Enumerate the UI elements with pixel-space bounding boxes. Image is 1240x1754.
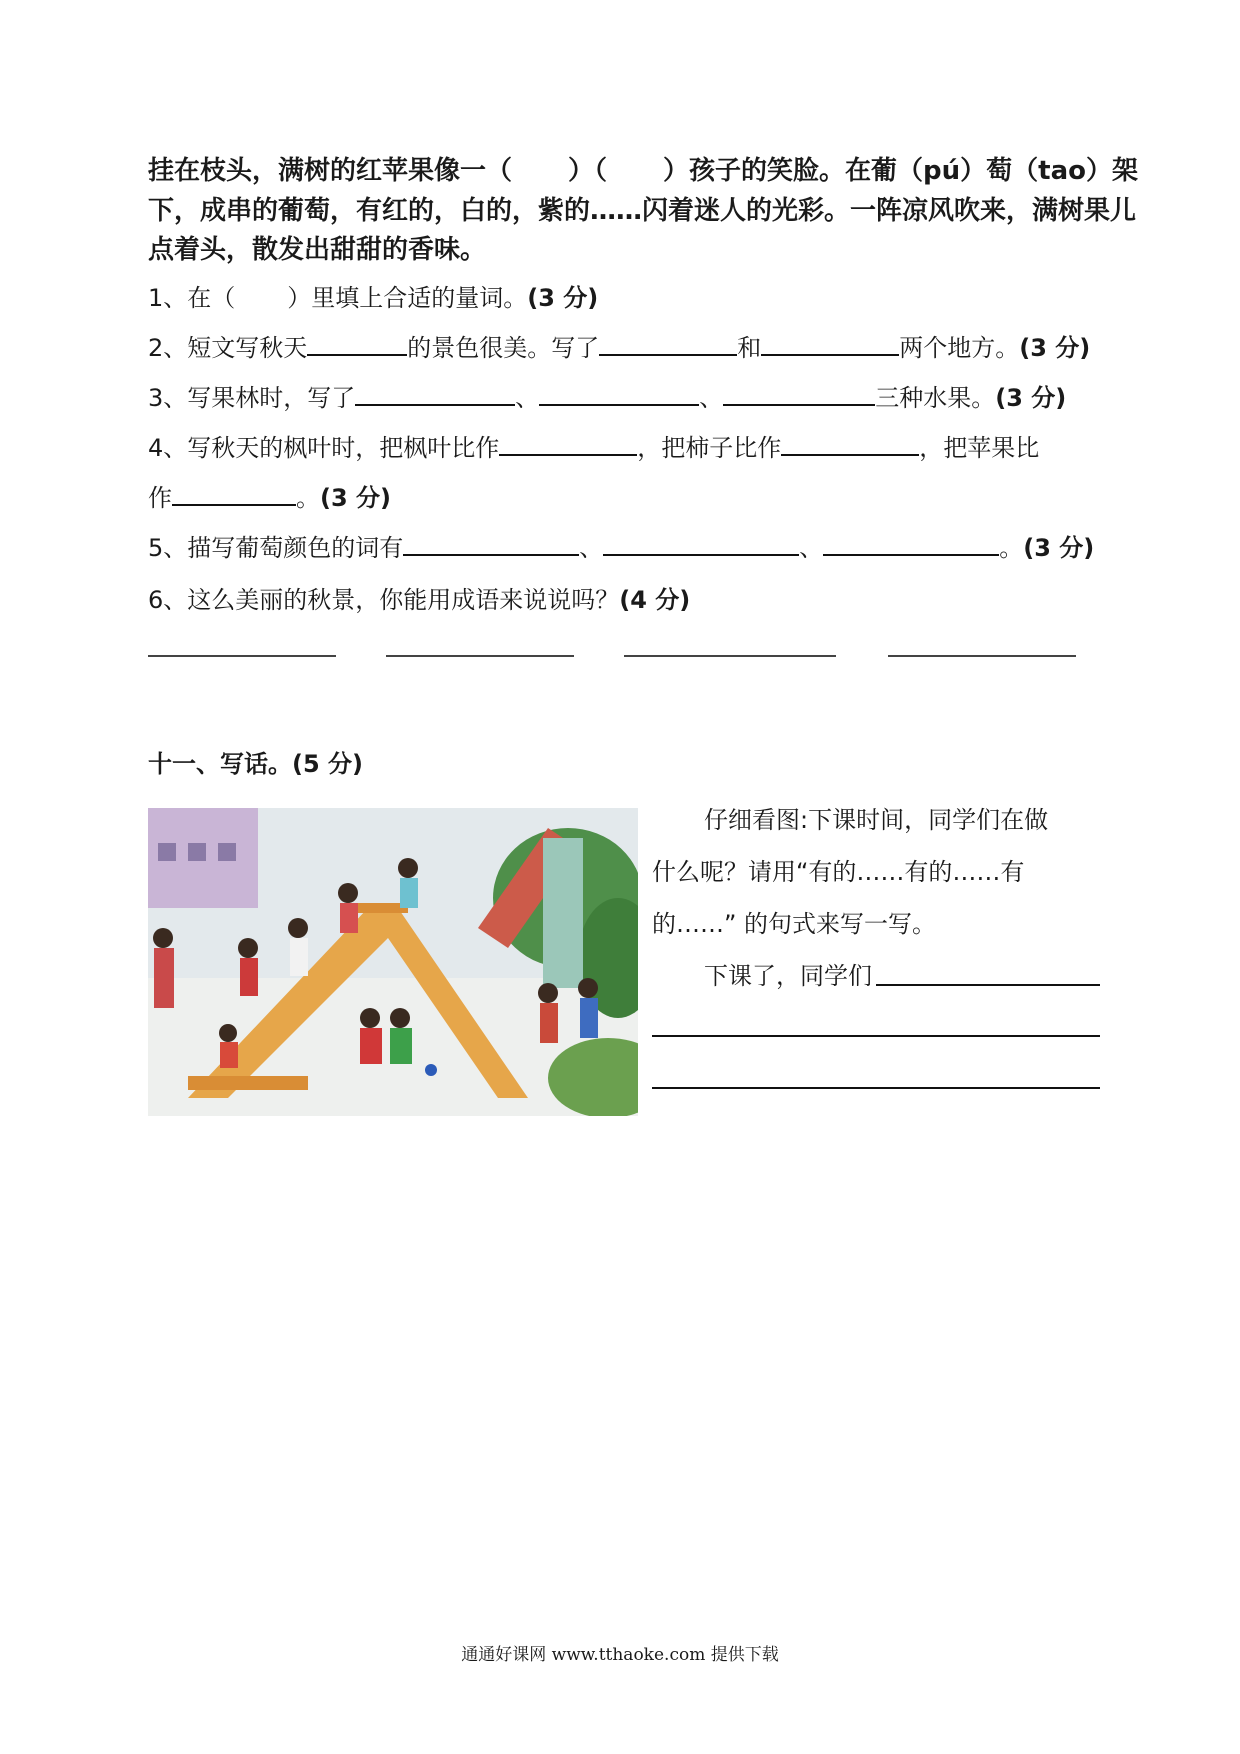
score: (3 分) [1023, 534, 1095, 562]
answer-blank[interactable] [781, 432, 919, 456]
question-text: 作 [148, 484, 172, 512]
question-6 [148, 580, 690, 615]
answer-blank[interactable] [723, 382, 875, 406]
question-text: 3、写果林时，写了 [148, 384, 356, 412]
passage-line-1 [148, 150, 1138, 187]
question-text: 2、短文写秋天 [148, 334, 308, 362]
separator: 、 [699, 384, 724, 412]
score: (3 分) [527, 284, 599, 312]
writing-line[interactable] [652, 1035, 1100, 1037]
question-text: 三种水果。 [875, 384, 996, 412]
question-text: ，把柿子比作 [637, 434, 782, 462]
answer-blank[interactable] [823, 532, 999, 556]
question-text: 的景色很美。写了 [407, 334, 600, 362]
passage-line-3: 点着头，散发出甜甜的香味。 [148, 235, 487, 265]
question-text: 5、描写葡萄颜色的词有 [148, 534, 404, 562]
question-2 [148, 328, 1090, 363]
separator: 、 [799, 534, 824, 562]
score: (3 分) [1019, 334, 1091, 362]
passage-text: ）孩子的笑脸。在葡（pú）萄（tao）架 [663, 156, 1138, 186]
answer-blank[interactable] [499, 432, 637, 456]
question-text: 两个地方。 [899, 334, 1020, 362]
answer-blank[interactable] [403, 532, 579, 556]
answer-blank[interactable] [539, 382, 699, 406]
question-text: 和 [737, 334, 762, 362]
passage-text: ）（ [568, 156, 608, 186]
idiom-answer-line[interactable] [624, 655, 836, 657]
footer: 通通好课网 www.tthaoke.com 提供下载 [461, 1645, 779, 1665]
answer-blank[interactable] [603, 532, 799, 556]
question-4-cont [148, 478, 391, 513]
question-3 [148, 378, 1066, 413]
passage-text: 挂在枝头，满树的红苹果像一（ [148, 156, 513, 186]
passage-line-2: 下，成串的葡萄，有红的，白的，紫的……闪着迷人的光彩。一阵凉风吹来，满树果儿 [148, 196, 1137, 226]
question-text: ）里填上合适的量词。 [287, 284, 528, 312]
question-5 [148, 528, 1094, 563]
idiom-answer-line[interactable] [386, 655, 574, 657]
separator: 、 [515, 384, 540, 412]
question-text: 6、这么美丽的秋景，你能用成语来说说吗？ [148, 586, 620, 614]
answer-blank[interactable] [172, 482, 296, 506]
idiom-answer-line[interactable] [148, 655, 336, 657]
question-text: 1、在（ [148, 284, 236, 312]
question-text: ，把苹果比 [919, 434, 1040, 462]
answer-blank[interactable] [599, 332, 737, 356]
prompt-line-1: 仔细看图:下课时间，同学们在做 [704, 806, 1049, 834]
score: (4 分) [619, 586, 691, 614]
prompt-line-3: 的……” 的句式来写一写。 [652, 910, 937, 938]
answer-blank[interactable] [761, 332, 899, 356]
prompt-line-2: 什么呢？请用“有的……有的……有 [652, 858, 1025, 886]
answer-blank[interactable] [355, 382, 515, 406]
playground-illustration [148, 808, 638, 1116]
writing-line[interactable] [652, 1087, 1100, 1089]
question-1 [148, 278, 598, 313]
question-text: 。 [999, 534, 1024, 562]
idiom-answer-line[interactable] [888, 655, 1076, 657]
answer-blank[interactable] [307, 332, 407, 356]
separator: 、 [579, 534, 604, 562]
slide-picture [148, 808, 638, 1116]
question-text: 。 [296, 484, 320, 512]
writing-start: 下课了，同学们 [704, 962, 872, 990]
writing-line[interactable] [876, 984, 1100, 986]
score: (3 分) [320, 484, 391, 512]
score: (3 分) [995, 384, 1067, 412]
section-title: 十一、写话。(5 分) [148, 750, 363, 778]
question-4 [148, 428, 1039, 463]
question-text: 4、写秋天的枫叶时，把枫叶比作 [148, 434, 500, 462]
